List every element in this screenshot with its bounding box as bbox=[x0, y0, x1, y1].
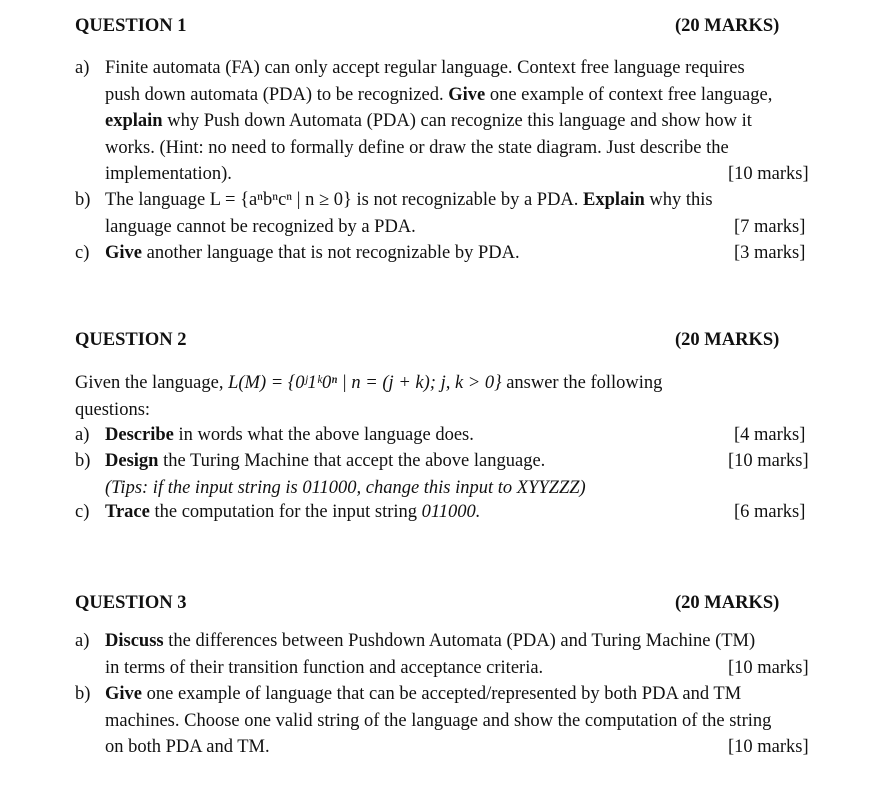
text-line: questions: bbox=[75, 399, 151, 420]
question-2-marks: (20 MARKS) bbox=[675, 330, 780, 350]
marks-label: [10 marks] bbox=[728, 657, 809, 678]
text-line: on both PDA and TM. [10 marks] bbox=[105, 734, 835, 761]
text-line: explain why Push down Automata (PDA) can recognize this language and show how it bbox=[105, 111, 752, 131]
text-line: Describe in words what the above language does. [4 marks] bbox=[105, 422, 835, 449]
question-3a bbox=[75, 628, 835, 681]
language-definition: L(M) = {0ʲ1ᵏ0ⁿ | n = (j + k); j, k > 0} bbox=[228, 373, 502, 393]
text-line: language cannot be recognized by a PDA. [7 marks] bbox=[105, 214, 835, 241]
question-2-title: QUESTION 2 bbox=[75, 330, 187, 350]
marks-label: [3 marks] bbox=[734, 243, 806, 263]
question-1c bbox=[75, 240, 835, 267]
text-line: The language L = {aⁿbⁿcⁿ | n ≥ 0} is not recognizable by a PDA. Explain why this bbox=[105, 190, 713, 210]
marks-label: [7 marks] bbox=[734, 216, 806, 237]
item-label: b) bbox=[75, 684, 91, 704]
text-line: Discuss the differences between Pushdown Automata (PDA) and Turing Machine (TM) bbox=[105, 631, 756, 651]
question-2-intro bbox=[75, 370, 662, 423]
question-1a bbox=[75, 55, 835, 188]
item-label: b) bbox=[75, 190, 91, 210]
text-line: Give one example of language that can be accepted/represented by both PDA and TM bbox=[105, 684, 742, 704]
question-2b bbox=[75, 448, 835, 501]
marks-label: [4 marks] bbox=[734, 425, 806, 445]
question-1b bbox=[75, 187, 835, 240]
text-line: Design the Turing Machine that accept the above language. [10 marks] bbox=[105, 448, 835, 475]
item-label: c) bbox=[75, 502, 90, 522]
item-label: a) bbox=[75, 631, 90, 651]
text-line: Finite automata (FA) can only accept regular language. Context free language requires bbox=[105, 58, 745, 78]
text-line: implementation). [10 marks] bbox=[105, 161, 835, 188]
item-label: a) bbox=[75, 425, 90, 445]
tip-text: (Tips: if the input string is 011000, change this input to XYYZZZ) bbox=[105, 477, 586, 498]
question-2c bbox=[75, 499, 835, 526]
marks-label: [10 marks] bbox=[728, 451, 809, 471]
question-1-title: QUESTION 1 bbox=[75, 16, 187, 36]
item-label: a) bbox=[75, 58, 90, 78]
text-line: in terms of their transition function and acceptance criteria. [10 marks] bbox=[105, 655, 835, 682]
marks-label: [6 marks] bbox=[734, 502, 806, 522]
marks-label: [10 marks] bbox=[728, 737, 809, 757]
text-line: Trace the computation for the input string 011000. [6 marks] bbox=[105, 499, 835, 526]
question-3b bbox=[75, 681, 835, 761]
text-line: works. (Hint: no need to formally define or draw the state diagram. Just describe the bbox=[105, 137, 729, 158]
question-3-marks: (20 MARKS) bbox=[675, 593, 780, 613]
text-line: Give another language that is not recognizable by PDA. [3 marks] bbox=[105, 240, 835, 267]
text-line: push down automata (PDA) to be recognized. Give one example of context free language, bbox=[105, 84, 773, 105]
item-label: b) bbox=[75, 451, 91, 471]
item-label: c) bbox=[75, 243, 90, 263]
question-2a bbox=[75, 422, 835, 449]
text-line: machines. Choose one valid string of the language and show the computation of the string bbox=[105, 710, 772, 731]
text-line: Given the language, L(M) = {0ʲ1ᵏ0ⁿ | n = (j + k); j, k > 0} answer the following bbox=[75, 373, 663, 393]
question-1-marks: (20 MARKS) bbox=[675, 16, 780, 36]
marks-label: [10 marks] bbox=[728, 164, 809, 184]
question-3-title: QUESTION 3 bbox=[75, 593, 187, 613]
